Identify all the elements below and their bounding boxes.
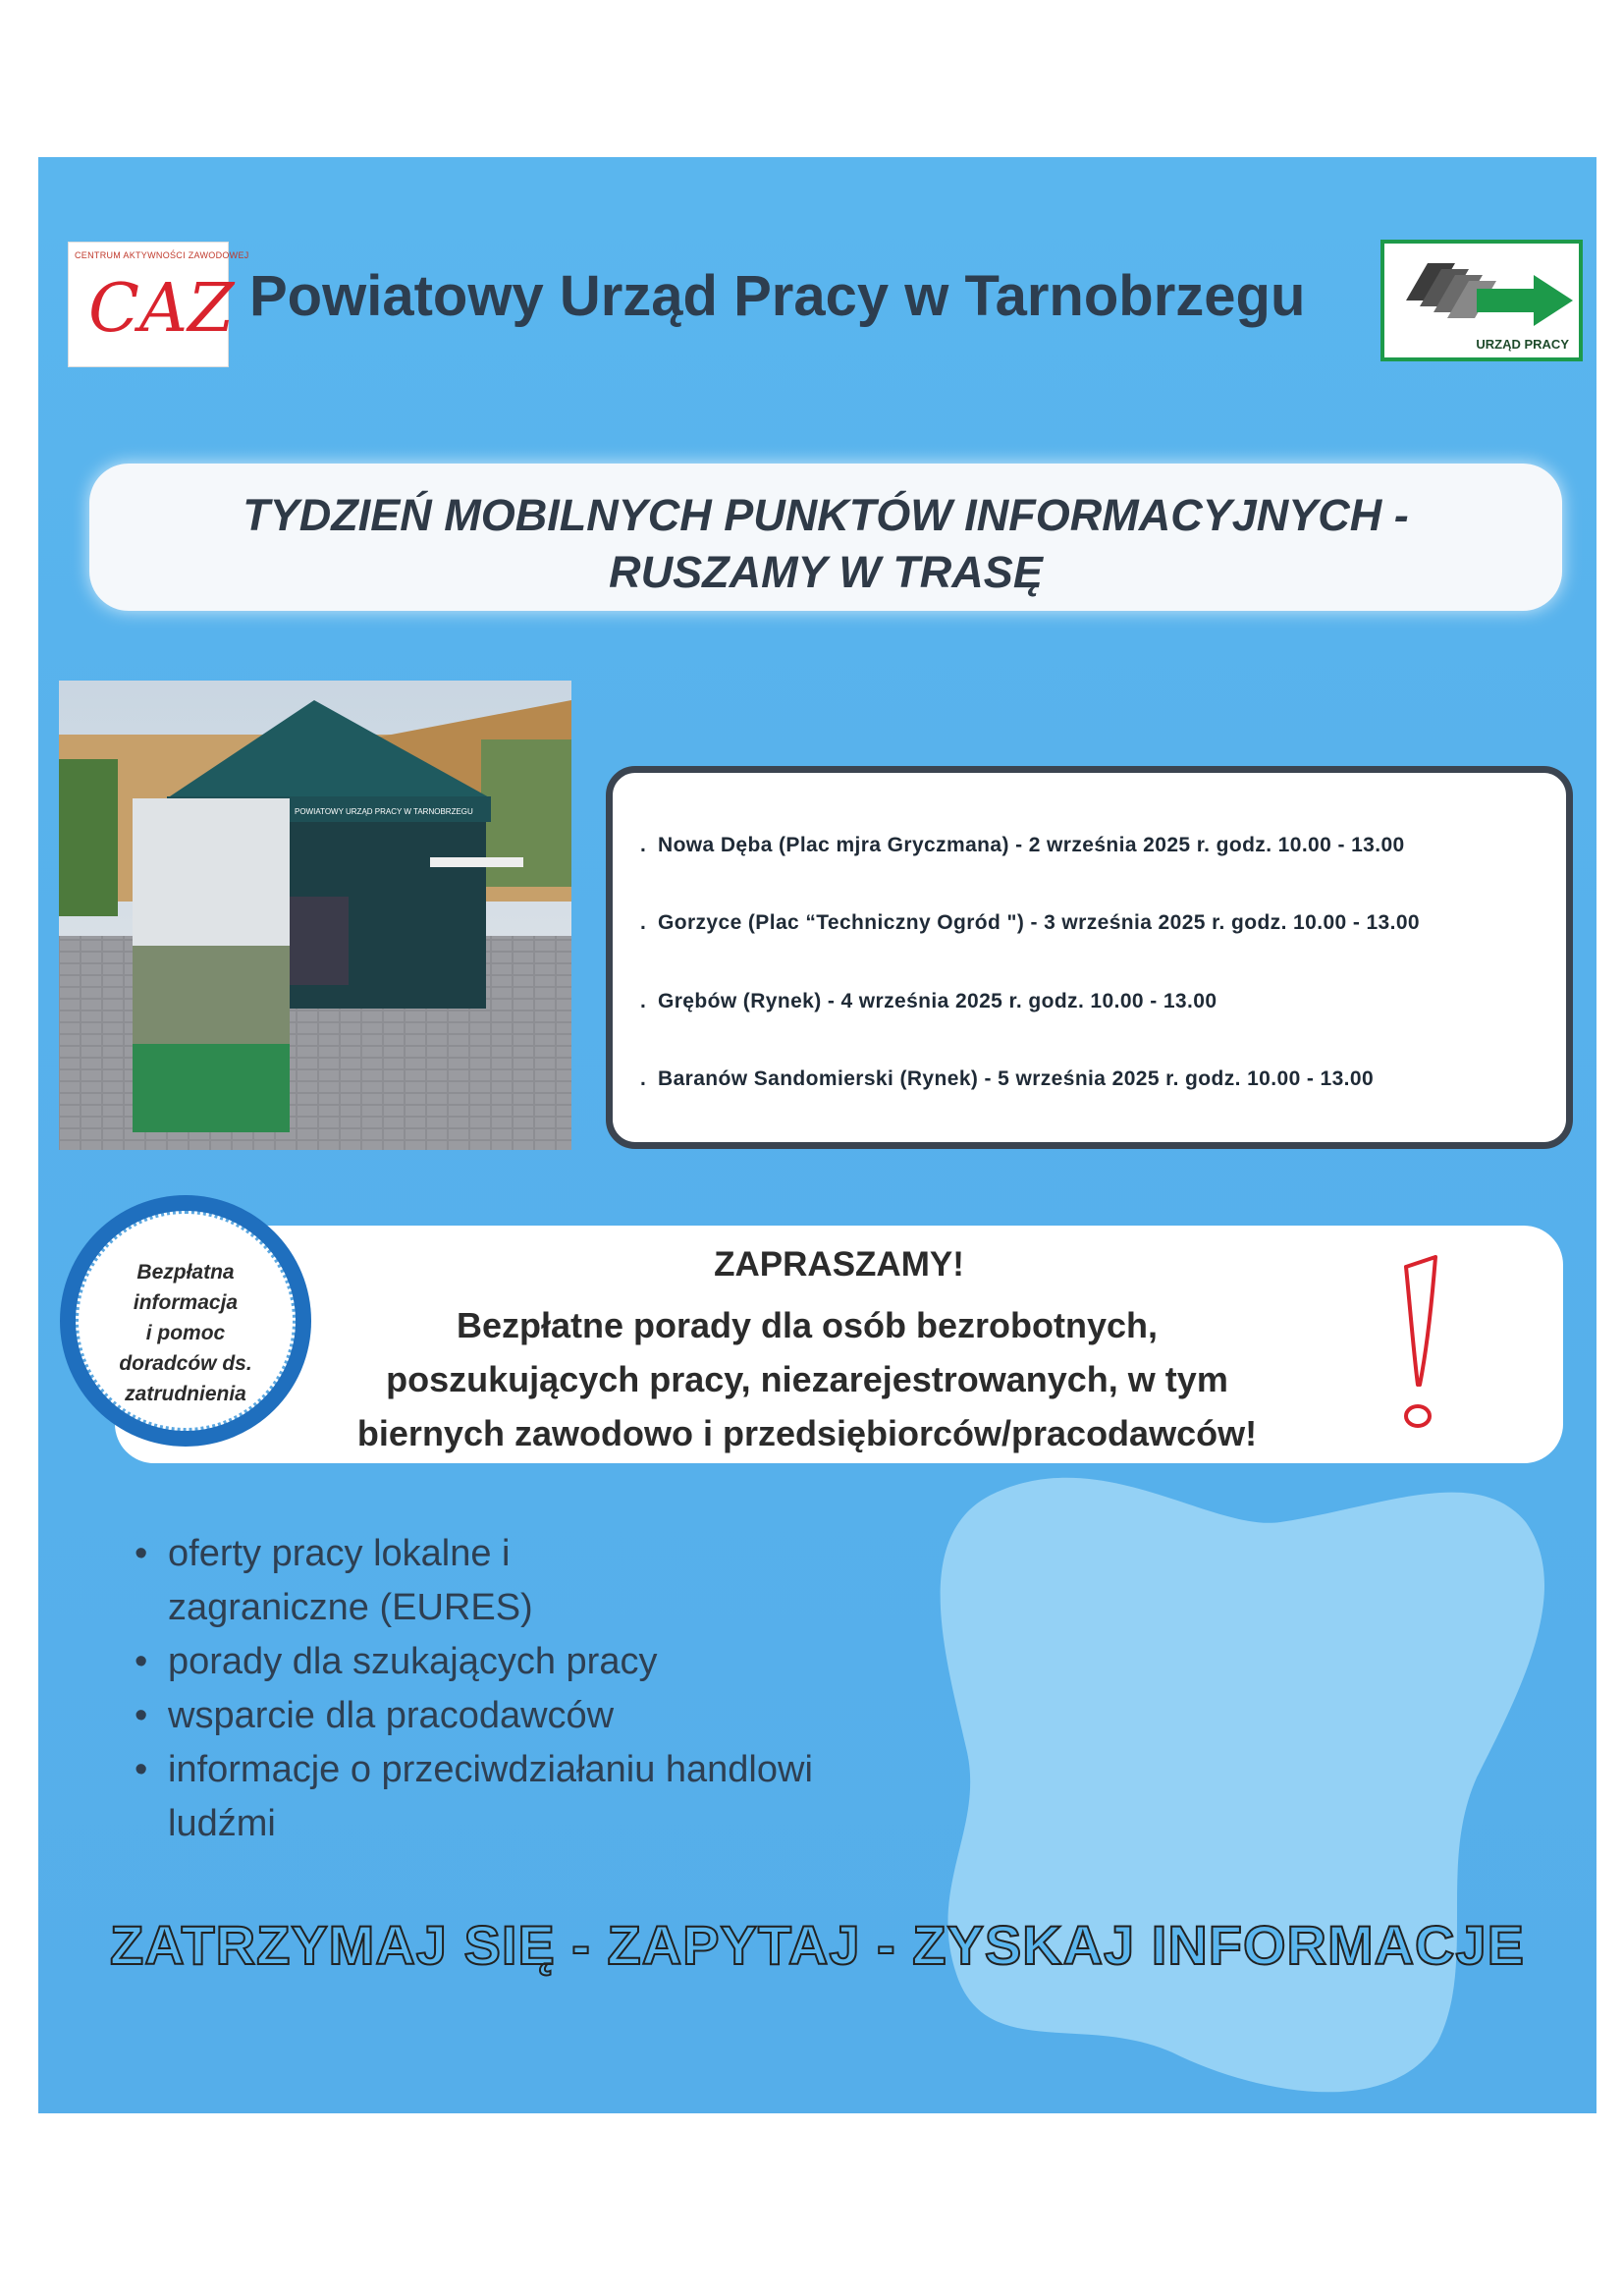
schedule-panel [606,766,1573,1149]
free-help-badge [60,1195,311,1447]
badge-line: i pomoc [145,1322,226,1344]
schedule-text: Grębów (Rynek) - 4 września 2025 r. godz. 10.00 - 13.00 [658,990,1217,1012]
caz-logo [68,242,249,367]
badge-line: informacja [133,1291,239,1314]
urzad-pracy-logo [1380,240,1583,361]
schedule-text: Baranów Sandomierski (Rynek) - 5 września 2025 r. godz. 10.00 - 13.00 [658,1067,1375,1090]
schedule-item: . Gorzyce (Plac “Techniczny Ogród ") - 3 września 2025 r. godz. 10.00 - 13.00 [640,911,1421,934]
caz-mark: CAZ [88,270,235,348]
services-list [129,1527,813,1851]
list-item-continued: zagraniczne (EURES) [168,1587,533,1628]
list-item: • informacje o przeciwdziałaniu handlowi [168,1743,813,1797]
badge-line: zatrudnienia [125,1383,246,1405]
schedule-item: . Nowa Dęba (Plac mjra Gryczmana) - 2 września 2025 r. godz. 10.00 - 13.00 [640,834,1405,856]
headline-line1: TYDZIEŃ MOBILNYCH PUNKTÓW INFORMACYJNYCH - [243,490,1409,540]
badge-text [79,1257,293,1409]
page-title: Powiatowy Urząd Pracy w Tarnobrzegu [249,264,1306,328]
list-item: • wsparcie dla pracodawców [168,1689,813,1743]
photo-illustration [59,681,571,1150]
list-item: • oferty pracy lokalne i [168,1527,813,1581]
schedule-text: Gorzyce (Plac “Techniczny Ogród ") - 3 września 2025 r. godz. 10.00 - 13.00 [658,911,1421,934]
invite-panel [115,1226,1563,1463]
invite-line2: poszukujących pracy, niezarejestrowanych, w tym [386,1359,1228,1399]
footer-slogan: ZATRZYMAJ SIĘ - ZAPYTAJ - ZYSKAJ INFORMACJE [109,1914,1525,1976]
schedule-item: . Baranów Sandomierski (Rynek) - 5 września 2025 r. godz. 10.00 - 13.00 [640,1067,1375,1090]
tent-photo [59,681,571,1150]
badge-line: doradców ds. [119,1352,252,1375]
invite-body [301,1298,1313,1460]
list-item: • porady dla szukających pracy [168,1635,813,1689]
title-banner [89,464,1562,611]
list-item-continued: ludźmi [168,1803,276,1844]
invite-line1: Bezpłatne porady dla osób bezrobotnych, [456,1305,1159,1345]
invite-line3: biernych zawodowo i przedsiębiorców/pracodawców! [356,1413,1258,1453]
caz-subtitle: CENTRUM AKTYWNOŚCI ZAWODOWEJ [75,250,249,260]
poster [38,157,1596,2113]
urzad-pracy-label: URZĄD PRACY [1476,337,1569,352]
headline-line2: RUSZAMY W TRASĘ [609,547,1043,597]
arrow-cards-icon [1386,246,1579,344]
exclamation-icon [1388,1247,1447,1444]
headline [89,487,1562,601]
tent-banner-text: POWIATOWY URZĄD PRACY W TARNOBRZEGU [295,807,473,816]
badge-line: Bezpłatna [136,1261,235,1284]
invite-heading: ZAPRASZAMY! [714,1245,964,1284]
schedule-item: . Grębów (Rynek) - 4 września 2025 r. godz. 10.00 - 13.00 [640,990,1217,1012]
schedule-text: Nowa Dęba (Plac mjra Gryczmana) - 2 września 2025 r. godz. 10.00 - 13.00 [658,834,1405,856]
background-blob [927,1453,1555,2102]
